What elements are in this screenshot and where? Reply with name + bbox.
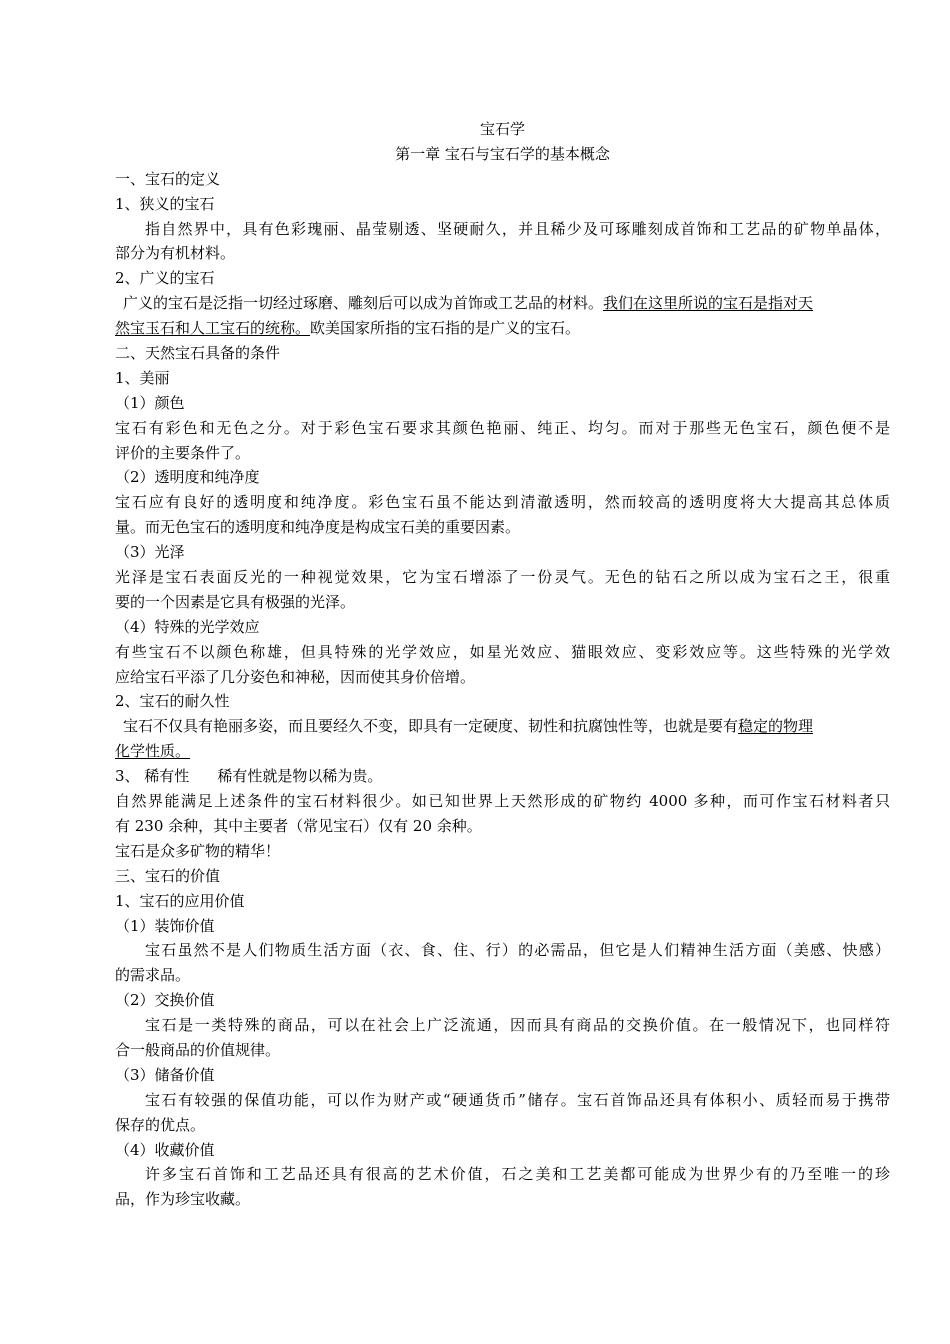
subsection-heading: 1、美丽 (115, 368, 170, 387)
item-heading: （3）光泽 (115, 543, 185, 562)
section-heading: 二、天然宝石具备的条件 (115, 344, 281, 363)
paragraph-line: 许多宝石首饰和工艺品还具有很高的艺术价值，石之美和工艺美都可能成为世界少有的乃至唯一的珍 (145, 1165, 890, 1184)
paragraph-line: 自然界能满足上述条件的宝石材料很少。如已知世界上天然形成的矿物约 4000 多种，而可作宝石材料者只 (115, 792, 890, 811)
paragraph-line: 指自然界中，具有色彩瑰丽、晶莹剔透、坚硬耐久，并且稀少及可琢雕刻成首饰和工艺品的矿物单晶体， (145, 219, 890, 238)
paragraph-line: 合一般商品的价值规律。 (115, 1040, 281, 1059)
paragraph-line (115, 291, 890, 316)
paragraph-text: 欧美国家所指的宝石指的是广义的宝石。 (310, 319, 581, 338)
paragraph-line: 宝石有较强的保值功能，可以作为财产或“硬通货币”储存。宝石首饰品还具有体积小、质轻而易于携带 (145, 1090, 890, 1109)
paragraph-text: 稀有性就是物以稀为贵。 (217, 767, 383, 786)
paragraph-line: 宝石虽然不是人们物质生活方面（衣、食、住、行）的必需品，但它是人们精神生活方面（美感、快感） (145, 941, 890, 960)
underlined-text: 稳定的物理 (738, 717, 814, 736)
paragraph-line: 要的一个因素是它具有极强的光泽。 (115, 592, 356, 611)
paragraph-line: 的需求品。 (115, 966, 191, 985)
paragraph-line: 宝石应有良好的透明度和纯净度。彩色宝石虽不能达到清澈透明，然而较高的透明度将大大提高其总体质 (115, 493, 890, 512)
subsection-label: 3、 稀有性 (115, 767, 190, 786)
underlined-text: 化学性质。 (115, 742, 191, 761)
subsection-heading: 1、宝石的应用价值 (115, 891, 245, 910)
item-heading: （4）收藏价值 (115, 1140, 215, 1159)
paragraph-text: 宝石不仅具有艳丽多姿，而且要经久不变，即具有一定硬度、韧性和抗腐蚀性等，也就是要有 (123, 717, 739, 736)
section-heading: 一、宝石的定义 (115, 169, 221, 188)
subsection-heading: 2、宝石的耐久性 (115, 692, 230, 711)
paragraph-line: 宝石有彩色和无色之分。对于彩色宝石要求其颜色艳丽、纯正、均匀。而对于那些无色宝石，颜色便不是 (115, 418, 890, 437)
underlined-text: 然宝玉石和人工宝石的统称。 (115, 319, 311, 338)
item-heading: （4）特殊的光学效应 (115, 617, 260, 636)
item-heading: （2）交换价值 (115, 991, 215, 1010)
chapter-title: 第一章 宝石与宝石学的基本概念 (395, 144, 610, 163)
paragraph-line: 保存的优点。 (115, 1115, 206, 1134)
paragraph-line: 宝石是众多矿物的精华！ (115, 841, 281, 860)
paragraph-line: 应给宝石平添了几分姿色和神秘，因而使其身价倍增。 (115, 667, 476, 686)
paragraph-line: 量。而无色宝石的透明度和纯净度是构成宝石美的重要因素。 (115, 518, 521, 537)
item-heading: （1）装饰价值 (115, 916, 215, 935)
paragraph-line: 宝石是一类特殊的商品，可以在社会上广泛流通，因而具有商品的交换价值。在一般情况下，也同样符 (145, 1016, 890, 1035)
subsection-heading: 2、广义的宝石 (115, 269, 215, 288)
document-body (115, 117, 890, 1212)
paragraph-line: 光泽是宝石表面反光的一种视觉效果，它为宝石增添了一份灵气。无色的钻石之所以成为宝石之王，很重 (115, 568, 890, 587)
section-heading: 三、宝石的价值 (115, 866, 221, 885)
subsection-heading (115, 764, 890, 789)
subsection-heading: 1、狭义的宝石 (115, 194, 215, 213)
paragraph-line: 评价的主要条件了。 (115, 443, 251, 462)
paragraph-line: 有些宝石不以颜色称雄，但具特殊的光学效应，如星光效应、猫眼效应、变彩效应等。这些特殊的光学效 (115, 642, 890, 661)
paragraph-line: 部分为有机材料。 (115, 244, 236, 263)
paragraph-line: 有 230 余种，其中主要者（常见宝石）仅有 20 余种。 (115, 816, 482, 835)
item-heading: （2）透明度和纯净度 (115, 468, 260, 487)
item-heading: （1）颜色 (115, 393, 185, 412)
document-title: 宝石学 (479, 120, 525, 138)
paragraph-text: 广义的宝石是泛指一切经过琢磨、雕刻后可以成为首饰或工艺品的材料。 (123, 294, 604, 313)
underlined-text: 我们在这里所说的宝石是指对天 (603, 294, 814, 313)
paragraph-line: 品，作为珍宝收藏。 (115, 1190, 251, 1209)
paragraph-line (115, 739, 890, 764)
paragraph-line (115, 316, 890, 341)
item-heading: （3）储备价值 (115, 1065, 215, 1084)
paragraph-line (115, 714, 890, 739)
